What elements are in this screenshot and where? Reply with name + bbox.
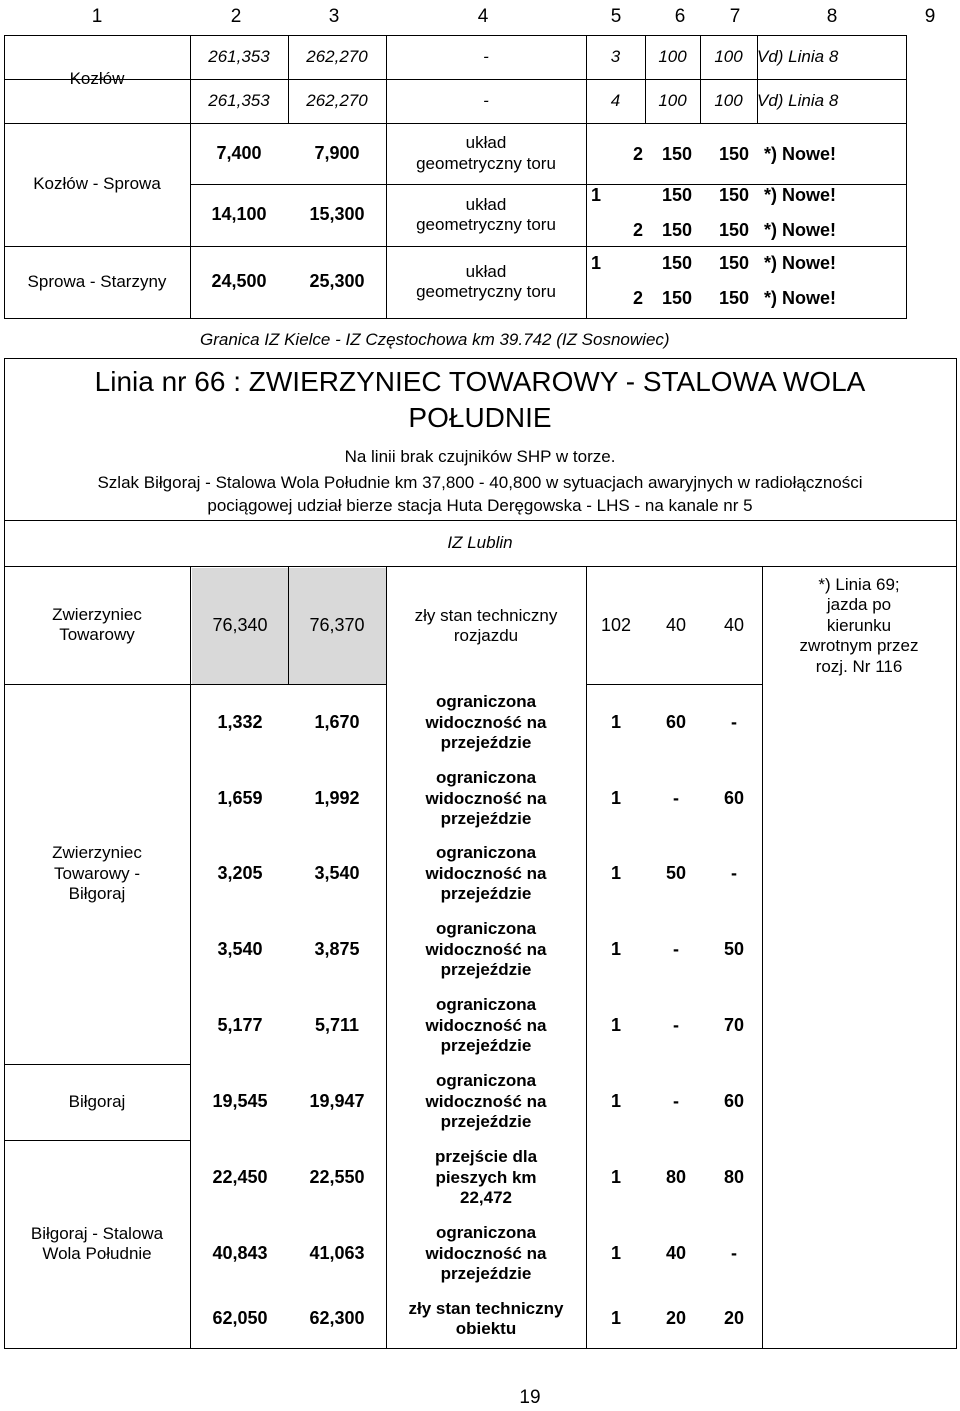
speed-a: 20 bbox=[665, 1308, 687, 1329]
remark: *) Nowe! bbox=[764, 253, 836, 274]
track-number: 1 bbox=[590, 253, 601, 274]
station-name-line: Biłgoraj - Stalowa bbox=[30, 1223, 164, 1243]
station-name-line: Zwierzyniec bbox=[52, 843, 142, 863]
track-number: 102 bbox=[600, 615, 632, 636]
column-number-3: 3 bbox=[328, 5, 340, 27]
speed-b: - bbox=[731, 1243, 737, 1264]
track-number: 1 bbox=[610, 1015, 621, 1036]
restriction-desc bbox=[386, 1216, 586, 1292]
restriction-desc-line: przejeździe bbox=[440, 733, 532, 753]
km-from: 76,340 bbox=[212, 615, 268, 636]
border-note: Granica IZ Kielce - IZ Częstochowa km 39.742 (IZ Sosnowiec) bbox=[200, 329, 670, 349]
speed-b: 150 bbox=[718, 220, 750, 241]
page-number: 19 bbox=[519, 1386, 541, 1408]
track-number: 1 bbox=[610, 712, 621, 733]
remark: Vd) Linia 8 bbox=[757, 90, 839, 110]
restriction-desc-line: układ bbox=[465, 194, 507, 214]
km-from: 7,400 bbox=[216, 142, 262, 163]
restriction-desc-line: przejeździe bbox=[440, 960, 532, 980]
restriction-desc bbox=[386, 588, 586, 664]
table-rule bbox=[586, 123, 587, 318]
restriction-desc-line: przejeździe bbox=[440, 1036, 532, 1056]
speed-a: 150 bbox=[661, 288, 693, 309]
km-from: 261,353 bbox=[208, 46, 270, 66]
speed-b: 150 bbox=[718, 288, 750, 309]
km-from: 5,177 bbox=[217, 1015, 263, 1036]
restriction-desc-line: ograniczona bbox=[435, 843, 537, 863]
km-to: 22,550 bbox=[309, 1167, 365, 1188]
track-number: 1 bbox=[610, 1308, 621, 1329]
km-to: 25,300 bbox=[309, 271, 365, 292]
speed-a: 150 bbox=[661, 144, 693, 165]
speed-a: 40 bbox=[665, 1243, 687, 1264]
speed-a: - bbox=[673, 788, 679, 809]
restriction-desc-line: ograniczona bbox=[435, 919, 537, 939]
station-name bbox=[4, 684, 190, 1064]
restriction-desc bbox=[386, 1292, 586, 1346]
speed-b: - bbox=[731, 863, 737, 884]
km-to: 76,370 bbox=[309, 615, 365, 636]
station-name bbox=[4, 566, 190, 684]
speed-b: 60 bbox=[723, 1091, 745, 1112]
restriction-desc-line: ograniczona bbox=[435, 768, 537, 788]
remark-line: zwrotnym przez bbox=[799, 636, 919, 656]
restriction-desc-line: przejeździe bbox=[440, 1264, 532, 1284]
speed-b: 60 bbox=[723, 788, 745, 809]
speed-a: 50 bbox=[665, 863, 687, 884]
speed-b: - bbox=[731, 712, 737, 733]
restriction-desc bbox=[386, 912, 586, 988]
restriction-desc-line: układ bbox=[465, 261, 507, 281]
table-rule bbox=[190, 684, 386, 685]
km-from: 62,050 bbox=[212, 1308, 268, 1329]
restriction-desc-line: widoczność na bbox=[425, 1243, 547, 1263]
station-name-line: Towarowy bbox=[59, 625, 135, 644]
station-name: Sprowa - Starzyny bbox=[27, 271, 167, 291]
speed-b: 100 bbox=[714, 90, 743, 110]
speed-b: 50 bbox=[723, 939, 745, 960]
restriction-desc-line: układ bbox=[465, 133, 507, 153]
column-number-9: 9 bbox=[924, 5, 936, 27]
restriction-desc-line: zły stan techniczny bbox=[408, 1298, 564, 1318]
restriction-desc: - bbox=[483, 46, 489, 66]
remark: *) Nowe! bbox=[764, 220, 836, 241]
km-to: 7,900 bbox=[314, 142, 360, 163]
station-name: Kozłów - Sprowa bbox=[33, 174, 161, 194]
column-number-1: 1 bbox=[91, 5, 103, 27]
station-name: Kozłów bbox=[69, 68, 125, 88]
restriction-desc-line: widoczność na bbox=[425, 1091, 547, 1111]
column-number-6: 6 bbox=[674, 5, 686, 27]
km-to: 62,300 bbox=[309, 1308, 365, 1329]
restriction-desc-line: przejeździe bbox=[440, 809, 532, 829]
km-from: 14,100 bbox=[211, 204, 267, 225]
km-from: 3,540 bbox=[217, 939, 263, 960]
track-number: 1 bbox=[590, 185, 601, 206]
station-name-line: Zwierzyniec bbox=[52, 604, 142, 624]
station-name-line: Biłgoraj bbox=[68, 884, 126, 904]
speed-a: 150 bbox=[661, 253, 693, 274]
km-from: 1,332 bbox=[217, 712, 263, 733]
restriction-desc-line: ograniczona bbox=[435, 1223, 537, 1243]
table-rule bbox=[906, 123, 907, 318]
remark-line: kierunku bbox=[826, 615, 892, 635]
speed-a: 80 bbox=[665, 1167, 687, 1188]
restriction-desc bbox=[386, 246, 586, 318]
line-note: Szlak Biłgoraj - Stalowa Wola Południe km 37,800 - 40,800 w sytuacjach awaryjnych w radiołączności bbox=[97, 472, 863, 492]
track-number: 1 bbox=[610, 939, 621, 960]
restriction-desc-line: geometryczny toru bbox=[416, 215, 556, 234]
restriction-desc bbox=[386, 762, 586, 836]
station-name-line: Wola Południe bbox=[42, 1244, 152, 1263]
km-from: 19,545 bbox=[212, 1091, 268, 1112]
restriction-desc-line: obiektu bbox=[455, 1319, 517, 1338]
restriction-desc bbox=[386, 123, 586, 184]
line-title-2: POŁUDNIE bbox=[408, 402, 552, 434]
column-number-8: 8 bbox=[826, 5, 838, 27]
speed-a: - bbox=[673, 939, 679, 960]
speed-b: 20 bbox=[723, 1308, 745, 1329]
track-number: 2 bbox=[632, 144, 643, 165]
track-number: 1 bbox=[610, 1167, 621, 1188]
remark-line: jazda po bbox=[826, 595, 892, 615]
restriction-desc-line: ograniczona bbox=[435, 995, 537, 1015]
remark-line: rozj. Nr 116 bbox=[815, 656, 903, 676]
remark-line: *) Linia 69; bbox=[818, 575, 900, 595]
restriction-desc-line: ograniczona bbox=[435, 692, 537, 712]
km-to: 5,711 bbox=[314, 1015, 360, 1036]
speed-b: 70 bbox=[723, 1015, 745, 1036]
track-number: 2 bbox=[632, 220, 643, 241]
speed-a: 150 bbox=[661, 185, 693, 206]
speed-b: 40 bbox=[723, 615, 745, 636]
km-to: 1,992 bbox=[314, 788, 360, 809]
restriction-desc-line: widoczność na bbox=[425, 1015, 547, 1035]
km-from: 261,353 bbox=[208, 90, 270, 110]
speed-a: 60 bbox=[665, 712, 687, 733]
restriction-desc-line: widoczność na bbox=[425, 788, 547, 808]
restriction-desc: - bbox=[483, 90, 489, 110]
restriction-desc-line: ograniczona bbox=[435, 1071, 537, 1091]
restriction-desc-line: geometryczny toru bbox=[416, 153, 556, 173]
km-to: 262,270 bbox=[306, 90, 368, 110]
restriction-desc-line: przejeździe bbox=[440, 1112, 532, 1132]
restriction-desc bbox=[386, 1140, 586, 1216]
restriction-desc-line: geometryczny toru bbox=[416, 282, 556, 301]
line-title: Linia nr 66 : ZWIERZYNIEC TOWAROWY - STALOWA WOLA bbox=[94, 366, 866, 398]
station-name-line: Towarowy - bbox=[54, 863, 140, 883]
km-to: 15,300 bbox=[309, 204, 365, 225]
km-from: 40,843 bbox=[212, 1243, 268, 1264]
restriction-desc-line: zły stan techniczny bbox=[414, 605, 558, 625]
km-to: 1,670 bbox=[314, 712, 360, 733]
column-number-7: 7 bbox=[729, 5, 741, 27]
km-from: 3,205 bbox=[217, 863, 263, 884]
infrastructure-zone: IZ Lublin bbox=[447, 532, 513, 552]
speed-a: 100 bbox=[658, 90, 687, 110]
speed-a: - bbox=[673, 1015, 679, 1036]
table-rule bbox=[586, 684, 762, 685]
line-note: Na linii brak czujników SHP w torze. bbox=[344, 446, 616, 466]
remark: *) Nowe! bbox=[764, 185, 836, 206]
track-number: 1 bbox=[610, 863, 621, 884]
station-name bbox=[4, 1140, 190, 1348]
column-number-4: 4 bbox=[477, 5, 489, 27]
speed-b: 80 bbox=[723, 1167, 745, 1188]
restriction-desc-line: rozjazdu bbox=[453, 626, 519, 645]
restriction-desc-line: widoczność na bbox=[425, 863, 547, 883]
km-to: 41,063 bbox=[309, 1243, 365, 1264]
remark: *) Nowe! bbox=[764, 144, 836, 165]
restriction-desc bbox=[386, 686, 586, 760]
speed-a: 100 bbox=[658, 46, 687, 66]
km-to: 3,540 bbox=[314, 863, 360, 884]
restriction-desc-line: widoczność na bbox=[425, 939, 547, 959]
restriction-desc-line: przejeździe bbox=[440, 884, 532, 904]
speed-b: 100 bbox=[714, 46, 743, 66]
column-number-5: 5 bbox=[610, 5, 622, 27]
restriction-desc bbox=[386, 988, 586, 1064]
restriction-desc-line: widoczność na bbox=[425, 712, 547, 732]
track-number: 1 bbox=[610, 1243, 621, 1264]
column-number-2: 2 bbox=[230, 5, 242, 27]
speed-b: 150 bbox=[718, 253, 750, 274]
km-to: 19,947 bbox=[309, 1091, 365, 1112]
restriction-desc-line: przejście dla bbox=[434, 1147, 538, 1167]
track-number: 3 bbox=[610, 46, 621, 66]
restriction-desc bbox=[386, 836, 586, 912]
km-to: 262,270 bbox=[306, 46, 368, 66]
restriction-desc bbox=[386, 1064, 586, 1140]
line-note: pociągowej udział bierze stacja Huta Deręgowska - LHS - na kanale nr 5 bbox=[207, 495, 753, 515]
speed-a: - bbox=[673, 1091, 679, 1112]
speed-b: 150 bbox=[718, 144, 750, 165]
remark: Vd) Linia 8 bbox=[757, 46, 839, 66]
speed-a: 150 bbox=[661, 220, 693, 241]
track-number: 1 bbox=[610, 1091, 621, 1112]
track-number: 4 bbox=[610, 90, 621, 110]
restriction-desc bbox=[386, 184, 586, 246]
km-from: 1,659 bbox=[217, 788, 263, 809]
speed-b: 150 bbox=[718, 185, 750, 206]
station-name: Biłgoraj bbox=[68, 1091, 126, 1111]
speed-a: 40 bbox=[665, 615, 687, 636]
remark bbox=[762, 568, 956, 684]
km-from: 24,500 bbox=[211, 271, 267, 292]
track-number: 2 bbox=[632, 288, 643, 309]
restriction-desc-line: pieszych km bbox=[435, 1167, 537, 1187]
restriction-desc-line: 22,472 bbox=[460, 1188, 512, 1208]
km-to: 3,875 bbox=[314, 939, 360, 960]
remark: *) Nowe! bbox=[764, 288, 836, 309]
track-number: 1 bbox=[610, 788, 621, 809]
km-from: 22,450 bbox=[212, 1167, 268, 1188]
